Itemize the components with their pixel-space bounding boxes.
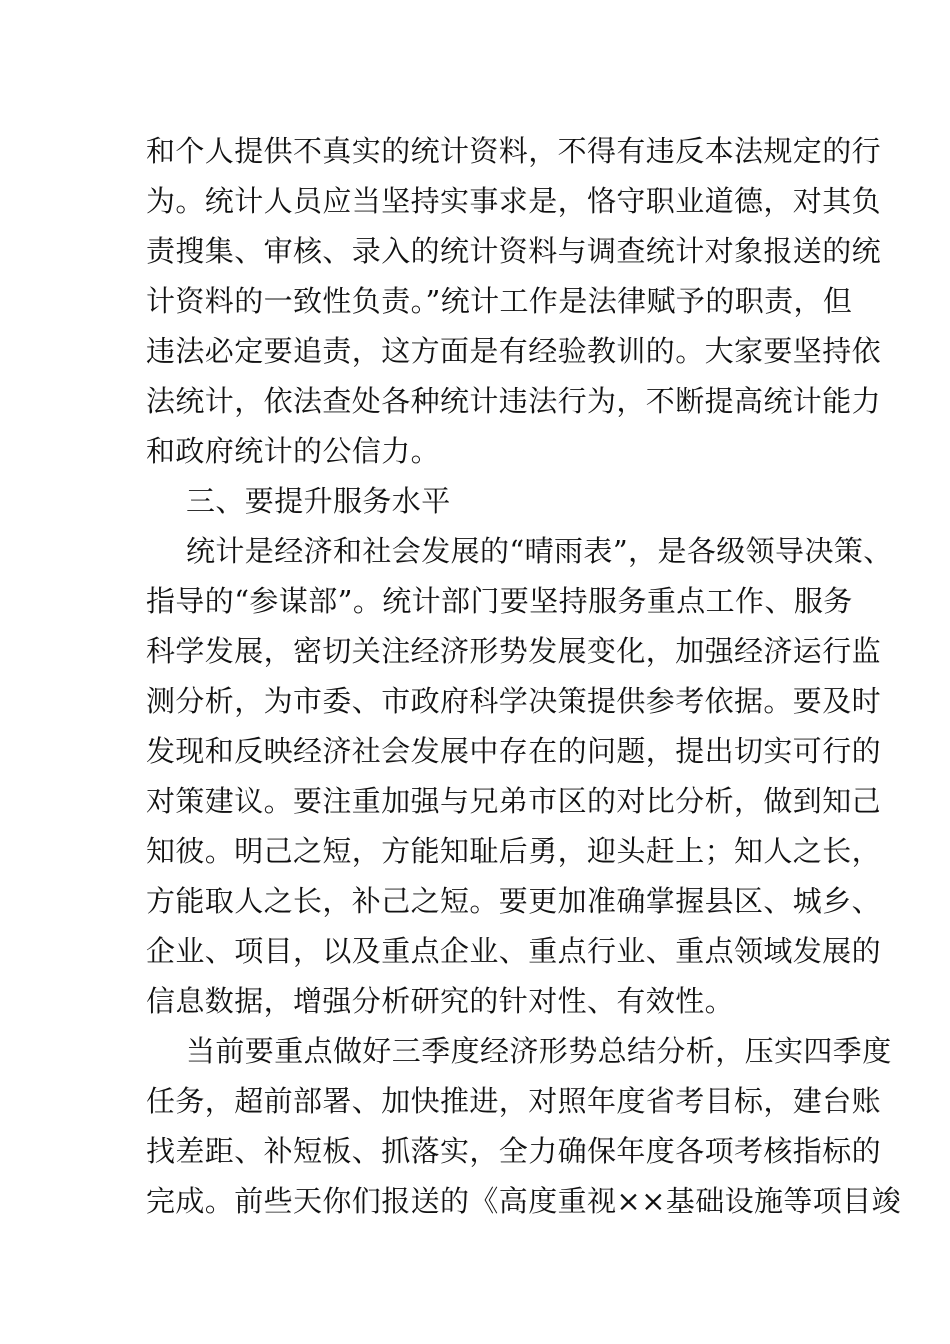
text-line: 方能取人之长，补己之短。要更加准确掌握县区、城乡、 — [146, 884, 882, 918]
text-line: 和个人提供不真实的统计资料，不得有违反本法规定的行 — [146, 134, 882, 168]
text-line: 企业、项目，以及重点企业、重点行业、重点领域发展的 — [146, 934, 882, 968]
text-line: 发现和反映经济社会发展中存在的问题，提出切实可行的 — [146, 734, 882, 768]
text-line: 当前要重点做好三季度经济形势总结分析，压实四季度 — [186, 1034, 892, 1068]
text-line: 科学发展，密切关注经济形势发展变化，加强经济运行监 — [146, 634, 882, 668]
text-line: 统计是经济和社会发展的“晴雨表”，是各级领导决策、 — [186, 534, 893, 568]
text-line: 测分析，为市委、市政府科学决策提供参考依据。要及时 — [146, 684, 882, 718]
text-line: 和政府统计的公信力。 — [146, 434, 441, 468]
text-line: 信息数据，增强分析研究的针对性、有效性。 — [146, 984, 735, 1018]
text-line: 找差距、补短板、抓落实，全力确保年度各项考核指标的 — [146, 1134, 882, 1168]
text-line: 法统计，依法查处各种统计违法行为，不断提高统计能力 — [146, 384, 882, 418]
text-line: 为。统计人员应当坚持实事求是，恪守职业道德，对其负 — [146, 184, 882, 218]
section-heading: 三、要提升服务水平 — [186, 484, 451, 518]
text-line: 计资料的一致性负责。”统计工作是法律赋予的职责，但 — [146, 284, 853, 318]
text-line: 知彼。明己之短，方能知耻后勇，迎头赶上；知人之长， — [146, 834, 882, 868]
text-line: 违法必定要追责，这方面是有经验教训的。大家要坚持依 — [146, 334, 882, 368]
text-line: 对策建议。要注重加强与兄弟市区的对比分析，做到知己 — [146, 784, 882, 818]
text-line: 完成。前些天你们报送的《高度重视××基础设施等项目竣 — [146, 1184, 901, 1218]
text-line: 指导的“参谋部”。统计部门要坚持服务重点工作、服务 — [146, 584, 853, 618]
text-line: 任务，超前部署、加快推进，对照年度省考目标，建台账 — [146, 1084, 882, 1118]
text-line: 责搜集、审核、录入的统计资料与调查统计对象报送的统 — [146, 234, 882, 268]
